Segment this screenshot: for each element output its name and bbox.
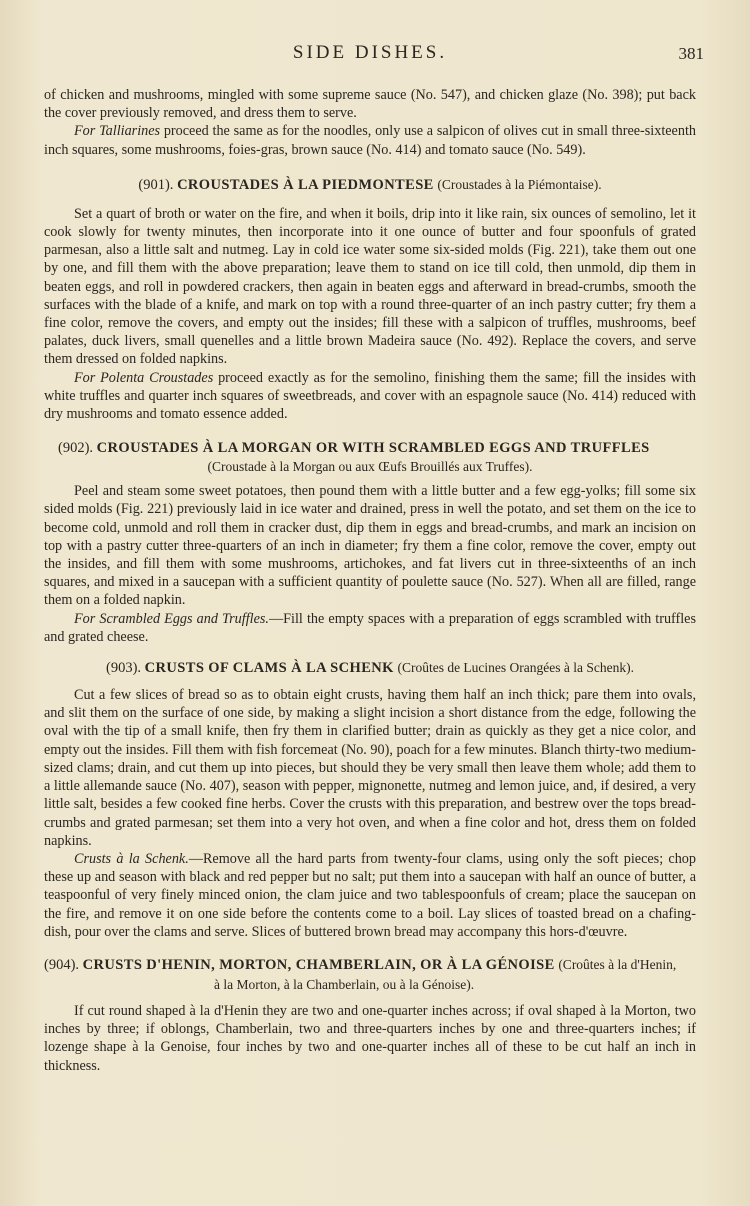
recipe-901-body: Set a quart of broth or water on the fire, and when it boils, drip into it like rain, six ounces of semolino, let it cook slowly for twenty minutes, then incorporate into it one ounce of butter and four spoonfuls of grated parmesan, also a little salt and nutmeg. Lay in cold ice water some six-sided molds (Fig. 221), take them out one by one, and fill them with the above preparation; leave them to stand on ice till cold, then unmold, dip them in beaten eggs, and roll in powdered crackers, then again in beaten eggs and afterward in bread-crumbs, smooth the surfaces with the blade of a knife, and mark on top with a round three-quarter of an inch pastry cutter; fry them a fine color, remove the covers, and empty out the insides; fill these with a salpicon of truffles, mushrooms, beef palates, duck livers, small quenelles and a little brown Madeira sauce (No. 492). Replace the covers, and serve them dressed on folded napkins.	[44, 205, 696, 368]
recipe-903-number: (903).	[106, 660, 142, 677]
recipe-902-number: (902).	[58, 440, 94, 457]
recipe-904-heading	[44, 955, 696, 994]
recipe-903-title: CRUSTS OF CLAMS À LA SCHENK	[144, 660, 394, 677]
recipe-902-subtitle: (Croustade à la Morgan ou aux Œufs Brouillés aux Truffes).	[207, 459, 533, 475]
recipe-903-subtitle: (Croûtes de Lucines Orangées à la Schenk).	[397, 660, 634, 676]
recipe-903-variant	[44, 850, 696, 941]
talliarines-paragraph	[44, 122, 696, 158]
recipe-902-title: CROUSTADES À LA MORGAN OR WITH SCRAMBLED EGGS AND TRUFFLES	[96, 440, 650, 457]
recipe-904-subtitle-1: (Croûtes à la d'Henin,	[558, 956, 677, 972]
recipe-904-title: CRUSTS D'HENIN, MORTON, CHAMBERLAIN, OR À LA GÉNOISE	[82, 956, 555, 973]
running-title: SIDE DISHES.	[292, 42, 448, 63]
recipe-901-variant-text: proceed exactly as for the semolino, finishing them the same; fill the insides with white truffles and quarter inch squares of sweetbreads, and cover with an espagnole sauce (No. 414) reduced with dry mushrooms and tomato essence added.	[44, 369, 697, 423]
recipe-904-subtitle-2: à la Morton, à la Chamberlain, ou à la Génoise).	[214, 976, 475, 992]
recipe-902-variant-lead: For Scrambled Eggs and Truffles.	[74, 610, 269, 627]
recipe-903-heading	[44, 658, 696, 678]
recipe-901-heading	[44, 175, 696, 195]
page-number: 381	[678, 44, 704, 63]
recipe-904-body: If cut round shaped à la d'Henin they are two and one-quarter inches across; if oval shaped à la Morton, two inches by three; if oblongs, Chamberlain, two and three-quarters inches by one and three-quarters inches; if lozenge shape à la Genoise, four inches by two and one-quarter inches all of these to be cut half an inch in thickness.	[44, 1002, 696, 1074]
recipe-904-number: (904).	[44, 956, 80, 973]
recipe-901-title: CROUSTADES À LA PIEDMONTESE	[177, 176, 434, 193]
recipe-901-variant-lead: For Polenta Croustades	[74, 369, 214, 386]
recipe-902-variant	[44, 610, 696, 646]
recipe-902-heading	[44, 439, 696, 458]
recipe-901-variant	[44, 369, 696, 424]
recipe-903-variant-text: —Remove all the hard parts from twenty-four clams, using only the soft pieces; chop these up and season with black and red pepper but no salt; put them into a saucepan with half an ounce of butter, a teaspoonful of very finely minced onion, the clam juice and two tablespoonfuls of cream; place the saucepan on the fire, and remove it on one side before the contents come to a boil. Lay slices of toasted bread on a chafing-dish, pour over the clams and serve. Slices of buttered brown bread may accompany this hors-d'œuvre.	[44, 850, 696, 940]
recipe-902-variant-text: —Fill the empty spaces with a preparation of eggs scrambled with truffles and grated cheese.	[44, 610, 697, 645]
recipe-903-body: Cut a few slices of bread so as to obtain eight crusts, having them half an inch thick; pare them into ovals, and slit them on the surface of one side, by making a slight incision a short distance from the edge, following the oval with the tip of a small knife, then fry them in clarified butter; drain as quickly as they get a nice color, and empty out the insides. Fill them with fish forcemeat (No. 90), poach for a few minutes. Blanch thirty-two medium-sized clams; drain, and cut them up into pieces, but should they be very small then leave them whole; add them to a little allemande sauce (No. 407), season with pepper, mignonette, nutmeg and lemon juice, and, if desired, a very little salt, besides a few cooked fine herbs. Cover the crusts with this preparation, and bestrew over the tops bread-crumbs and grated parmesan; set them into a very hot oven, and when a fine color and hot, dress them on folded napkins.	[44, 687, 696, 849]
intro-paragraph: of chicken and mushrooms, mingled with some supreme sauce (No. 547), and chicken glaze (No. 398); put back the cover previously removed, and dress them to serve.	[44, 87, 696, 122]
talliarines-lead: For Talliarines	[74, 123, 161, 140]
running-head	[44, 42, 704, 72]
recipe-901-number: (901).	[138, 176, 174, 193]
recipe-902-body: Peel and steam some sweet potatoes, then pound them with a little butter and a few egg-yolks; fill some six sided molds (Fig. 221) previously laid in ice water and drained, press in well the potato, and set them on the ice to become cold, unmold and roll them in cracker dust, dip them in eggs and bread-crumbs, and mark an incision on top with a pastry cutter three-quarters of an inch in diameter; fry them a fine color, remove the cover, empty out the insides, and fill them with some mushrooms, artichokes, and fat livers cut in three-sixteenths of an inch squares, and mixed in a saucepan with a sufficient quantity of poulette sauce (No. 527). When all are filled, range them on a folded napkin.	[44, 483, 696, 609]
recipe-901-subtitle: (Croustades à la Piémontaise).	[437, 176, 602, 192]
talliarines-text: proceed the same as for the noodles, only use a salpicon of olives cut in small three-sixteenth inch squares, some mushrooms, foies-gras, brown sauce (No. 414) and tomato sauce (No. 549).	[44, 123, 696, 158]
recipe-903-variant-lead: Crusts à la Schenk.	[74, 850, 189, 867]
